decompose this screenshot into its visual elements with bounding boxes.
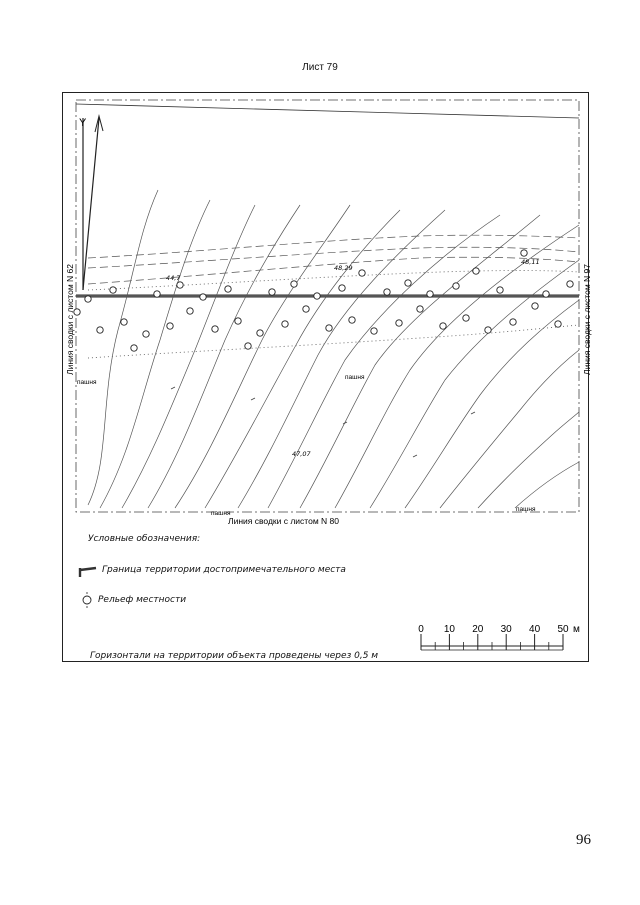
contour-lines (88, 190, 579, 508)
scale-bar (418, 624, 580, 650)
match-line-right-label: Линия сводки с листом N 97 (582, 264, 592, 375)
match-line-bottom-label: Линия сводки с листом N 80 (228, 516, 339, 526)
north-arrow (83, 116, 103, 290)
match-line-left-label: Линия сводки с листом N 62 (65, 264, 75, 375)
top-road-line (76, 104, 579, 118)
contour-ticks (171, 387, 475, 457)
scale-bar-unit: м (573, 624, 580, 635)
scale-bar-tick-label: 10 (443, 624, 455, 635)
page-number: 96 (576, 832, 591, 848)
elevation-label: 48,29 (334, 264, 353, 272)
legend-item-boundary (102, 565, 346, 575)
legend-item-label: Рельеф местности (98, 595, 187, 605)
land-label: пашня (345, 374, 365, 381)
scale-bar-tick-label: 0 (418, 624, 424, 635)
scale-bar-tick-label: 40 (529, 624, 541, 635)
north-arrow-label: Y (79, 117, 87, 129)
elevation-label: 44,7 (166, 274, 181, 282)
elevation-label: 47,07 (292, 450, 311, 458)
land-label: пашня (516, 506, 536, 513)
scale-bar-tick-label: 20 (472, 624, 484, 635)
contour-interval-note: Горизонтали на территории объекта проведены через 0,5 м (90, 651, 379, 661)
legend-boundary-symbol (80, 568, 96, 577)
scale-bar-tick-label: 30 (500, 624, 512, 635)
land-label: пашня (211, 510, 231, 517)
elevation-label: 48,11 (521, 258, 540, 266)
legend-title: Условные обозначения: (88, 534, 201, 544)
legend-item-relief (98, 595, 186, 605)
legend-relief-symbol (83, 592, 91, 608)
field-edges (88, 271, 579, 359)
scale-bar-tick-label: 50 (557, 624, 569, 635)
legend-item-label: Граница территории достопримечательного места (102, 565, 346, 575)
land-label: пашня (77, 379, 97, 386)
sheet-title: Лист 79 (302, 62, 338, 73)
map-area-border (76, 100, 579, 512)
